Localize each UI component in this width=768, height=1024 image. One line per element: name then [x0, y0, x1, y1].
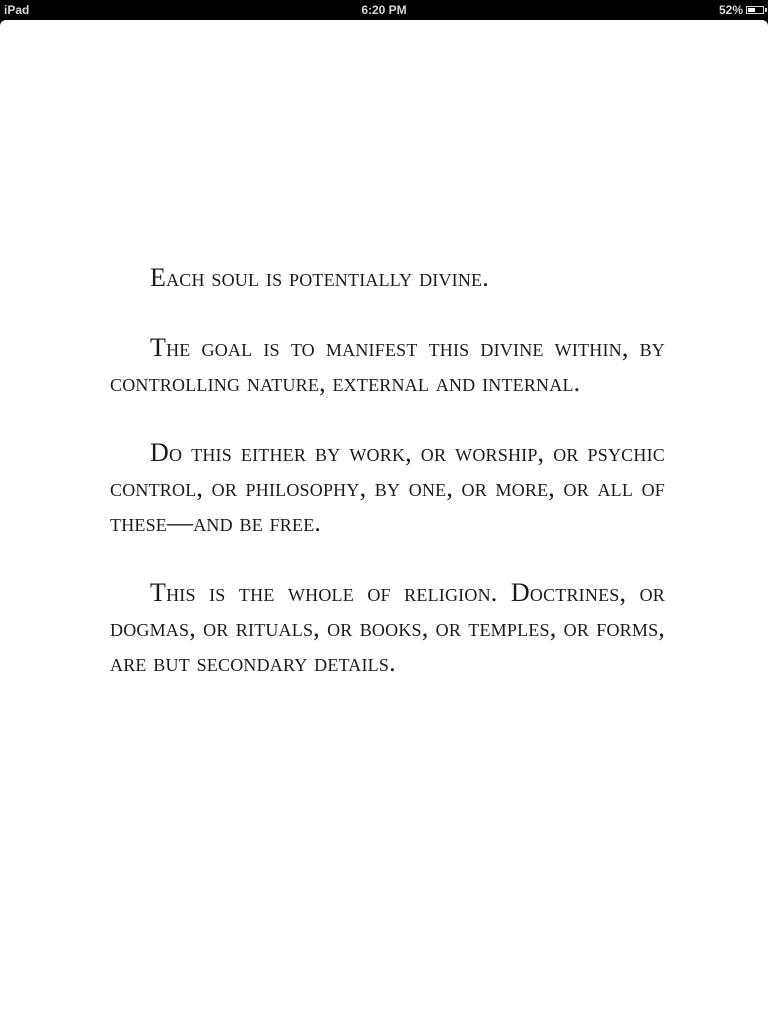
battery-indicator	[719, 2, 764, 18]
battery-icon	[746, 6, 764, 14]
battery-fill	[748, 8, 755, 12]
book-text	[110, 260, 665, 715]
book-page[interactable]	[0, 20, 768, 1024]
paragraph-2: The goal is to manifest this divine within, by controlling nature, external and internal.	[110, 333, 665, 397]
paragraph-4: This is the whole of religion. Doctrines, or dogmas, or rituals, or books, or temples, or forms, are but secondary details.	[110, 578, 665, 677]
battery-percent: 52%	[718, 3, 743, 17]
status-bar	[0, 0, 768, 20]
device-name: iPad	[4, 3, 30, 17]
status-time: 6:20 PM	[361, 3, 407, 17]
paragraph-3: Do this either by work, or worship, or psychic control, or philosophy, by one, or more, or all of these—and be free.	[110, 438, 665, 537]
paragraph-1: Each soul is potentially divine.	[150, 263, 489, 292]
